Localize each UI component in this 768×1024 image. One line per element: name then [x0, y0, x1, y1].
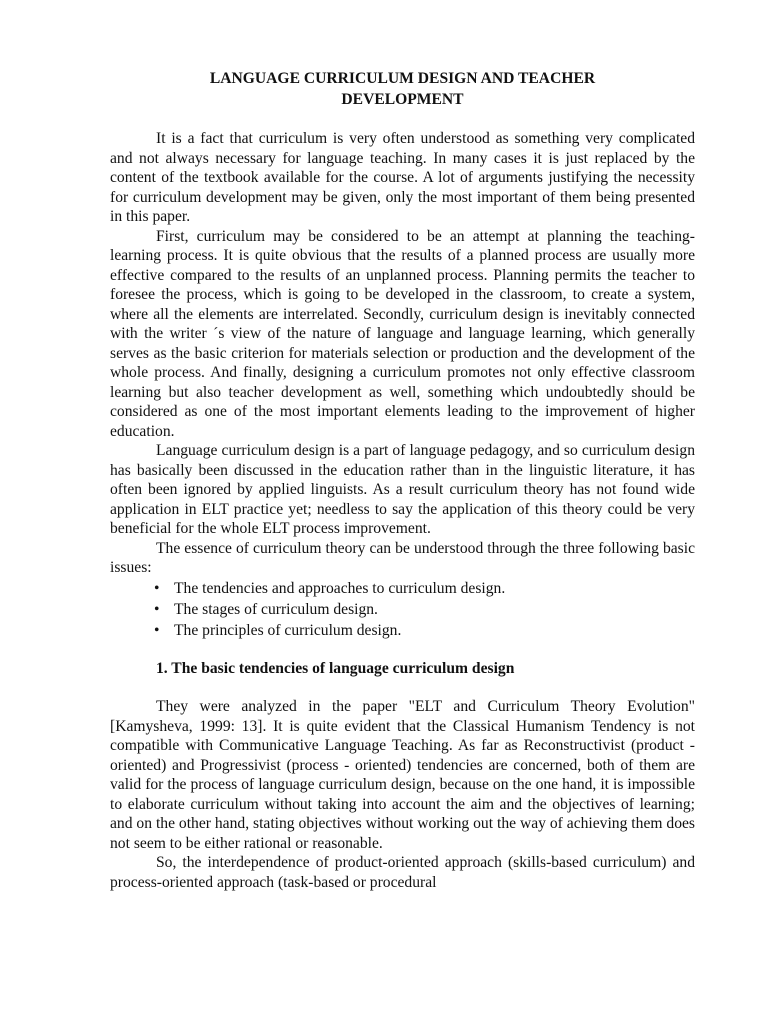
bullet-icon: •	[154, 579, 160, 597]
paragraph-intro-2: First, curriculum may be considered to be an attempt at planning the teaching-learning process. It is quite obvious that the results of a planned process are usually more effective compared to the results of an unplanned process. Planning permits the teacher to foresee the process, which is going to be developed in the classroom, to create a system, where all the elements are interrelated. Secondly, curriculum design is inevitably connected with the writer ´s view of the nature of language and language learning, which generally serves as the basic criterion for materials selection or production and the development of the whole process. And finally, designing a curriculum promotes not only effective classroom learning but also teacher development as well, something which undoubtedly should be considered as one of the most important elements leading to the improvement of higher education.	[110, 227, 695, 440]
title-line-2: DEVELOPMENT	[341, 91, 464, 108]
paragraph-intro-3: Language curriculum design is a part of language pedagogy, and so curriculum design has basically been discussed in the education rather than in the linguistic literature, it has often been ignored by applied linguists. As a result curriculum theory has not found wide application in ELT practice yet; needless to say the application of this theory could be very beneficial for the whole ELT process improvement.	[110, 442, 695, 537]
list-item	[154, 578, 695, 599]
paragraph-section-2: So, the interdependence of product-oriented approach (skills-based curriculum) and process-oriented approach (task-based or procedural	[110, 854, 695, 891]
bullet-icon: •	[154, 621, 160, 639]
bullet-icon: •	[154, 600, 160, 618]
title-line-1: LANGUAGE CURRICULUM DESIGN AND TEACHER	[209, 70, 596, 87]
list-item	[154, 599, 695, 620]
list-item-text: The principles of curriculum design.	[174, 621, 402, 639]
document-title	[110, 68, 695, 110]
paragraph-section-1: They were analyzed in the paper "ELT and Curriculum Theory Evolution"[Kamysheva, 1999: 13]. It is quite evident that the Classical Humanism Tendency is not compatible with Communicative Language Teaching. As far as Reconstructivist (product - oriented) and Progressivist (process - oriented) tendencies are concerned, both of them are valid for the process of language curriculum design, because on the one hand, it is impossible to elaborate curriculum without taking into account the aim and the objectives of learning; and on the other hand, stating objectives without working out the way of achieving them does not seem to be either rational or reasonable.	[110, 698, 695, 852]
paragraph-intro-1: It is a fact that curriculum is very often understood as something very complicated and not always necessary for language teaching. In many cases it is just replaced by the content of the textbook available for the course. A lot of arguments justifying the necessity for curriculum development may be given, only the most important of them being presented in this paper.	[110, 130, 695, 225]
list-item	[154, 620, 695, 641]
list-item-text: The stages of curriculum design.	[174, 600, 378, 618]
paragraph-intro-4: The essence of curriculum theory can be understood through the three following basic issues:	[110, 539, 695, 576]
issues-list	[110, 578, 695, 641]
list-item-text: The tendencies and approaches to curriculum design.	[174, 579, 506, 597]
section-heading: 1. The basic tendencies of language curriculum design	[156, 659, 515, 677]
